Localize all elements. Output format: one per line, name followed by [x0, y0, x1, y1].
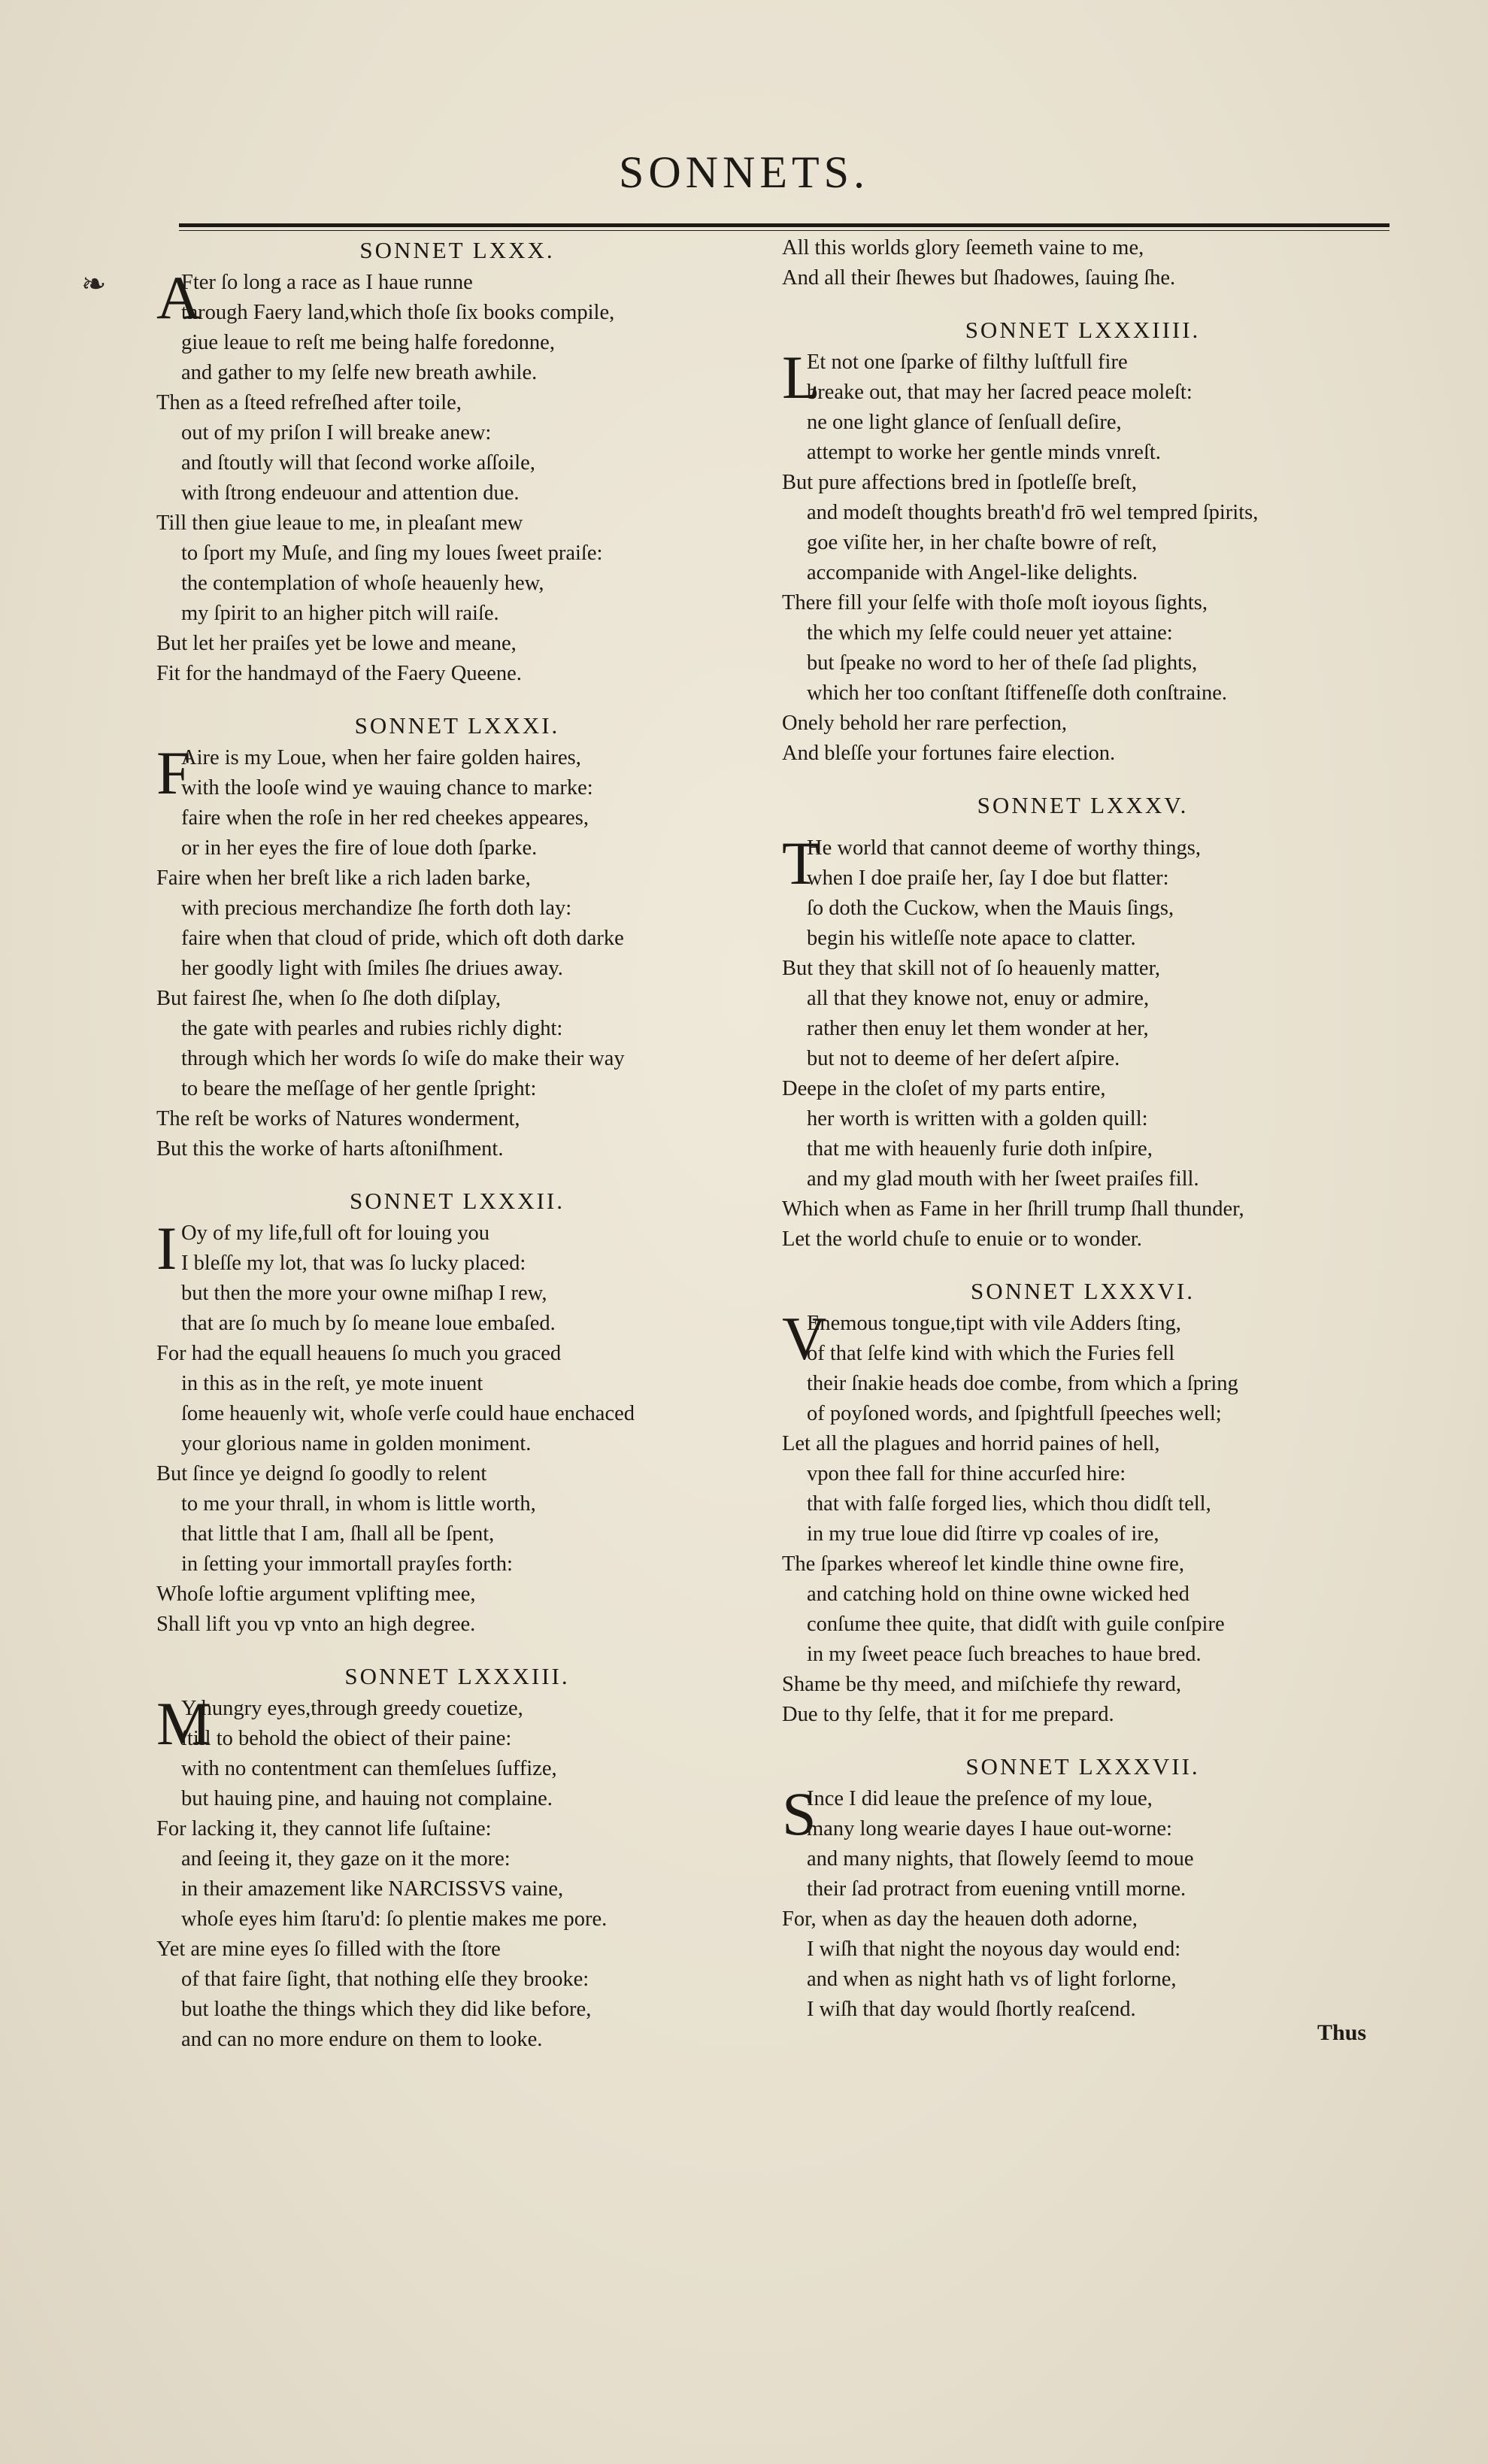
sonnet-line: her worth is written with a golden quill:: [807, 1107, 1148, 1130]
sonnet-line: but hauing pine, and hauing not complaine.: [181, 1787, 553, 1810]
drop-capital: L: [782, 343, 820, 411]
drop-capital: T: [782, 829, 820, 897]
sonnet-line: I wiſh that day would ſhortly reaſcend.: [807, 1998, 1136, 2021]
sonnet-line: your glorious name in golden moniment.: [181, 1432, 532, 1455]
sonnet-line: Onely behold her rare perfection,: [782, 712, 1068, 735]
sonnet-line: and ſtoutly will that ſecond worke aſſoile,: [181, 451, 535, 475]
sonnet-line: But they that skill not of ſo heauenly matter,: [782, 957, 1161, 980]
sonnet-line: my ſpirit to an higher pitch will raiſe.: [181, 602, 499, 625]
sonnet-line: out of my priſon I will breake anew:: [181, 421, 492, 445]
sonnet-line: For had the equall heauens ſo much you graced: [156, 1342, 562, 1365]
sonnet-84: [782, 313, 1383, 769]
sonnet-86: [782, 1274, 1383, 1730]
sonnet-line: F Aire is my Loue, when her faire golden haires,: [156, 739, 581, 807]
drop-capital: A: [156, 263, 202, 332]
sonnet-line: with the looſe wind ye wauing chance to marke:: [181, 776, 593, 800]
left-column: [156, 233, 758, 2055]
drop-capital: V: [782, 1304, 827, 1373]
sonnet-line: to me your thrall, in whom is little worth,: [181, 1492, 536, 1516]
sonnet-line: Yet are mine eyes ſo filled with the ſtore: [156, 1938, 501, 1961]
sonnet-line: with no contentment can themſelues ſuffize,: [181, 1757, 557, 1780]
sonnet-line: ſo doth the Cuckow, when the Mauis ſings,: [807, 897, 1174, 920]
sonnet-line: faire when that cloud of pride, which oft doth darke: [181, 927, 624, 950]
sonnet-line: but loathe the things which they did like before,: [181, 1998, 592, 2021]
sonnet-line: to beare the meſſage of her gentle ſpright:: [181, 1077, 537, 1100]
sonnet-line: Which when as Fame in her ſhrill trump ſhall thunder,: [782, 1197, 1244, 1221]
sonnet-line: The reſt be works of Natures wonderment,: [156, 1107, 520, 1130]
sonnet-heading: SONNET LXXXVI.: [970, 1278, 1196, 1304]
sonnet-heading: SONNET LXXXI.: [354, 712, 560, 739]
drop-capital: F: [156, 739, 191, 807]
sonnet-line: faire when the roſe in her red cheekes appeares,: [181, 806, 589, 830]
sonnet-line: that little that I am, ſhall all be ſpent,: [181, 1522, 495, 1546]
sonnet-line: the gate with pearles and rubies richly dight:: [181, 1017, 563, 1040]
sonnet-line: and catching hold on thine owne wicked hed: [807, 1582, 1189, 1606]
header-rule-thin: [179, 230, 1390, 231]
sonnet-heading: SONNET LXXXV.: [977, 792, 1189, 818]
sonnet-line: V Enemous tongue,tipt with vile Adders ſting,: [782, 1304, 1181, 1373]
sonnet-line: of poyſoned words, and ſpightfull ſpeeches well;: [807, 1402, 1222, 1425]
sonnet-line: and my glad mouth with her ſweet praiſes fill.: [807, 1167, 1199, 1191]
sonnet-line: but ſpeake no word to her of theſe ſad plights,: [807, 651, 1198, 675]
sonnet-line: ſome heauenly wit, whoſe verſe could haue enchaced: [181, 1402, 635, 1425]
sonnet-line: of that faire ſight, that nothing elſe they brooke:: [181, 1968, 589, 1991]
drop-capital: M: [156, 1689, 211, 1758]
sonnet-line: in my ſweet peace ſuch breaches to haue bred.: [807, 1643, 1202, 1666]
sonnet-line: The ſparkes whereof let kindle thine owne fire,: [782, 1552, 1184, 1576]
sonnet-line: and modeſt thoughts breath'd frō wel tempred ſpirits,: [807, 501, 1259, 524]
sonnet-line: Shame be thy meed, and miſchiefe thy reward,: [782, 1673, 1182, 1696]
sonnet-line: of that ſelfe kind with which the Furies fell: [807, 1342, 1175, 1365]
sonnet-line: conſume thee quite, that didſt with guile conſpire: [807, 1613, 1225, 1636]
sonnet-line: I Oy of my life,full oft for louing you: [156, 1214, 490, 1282]
sonnet-line: through Faery land,which thoſe ſix books compile,: [181, 301, 615, 324]
sonnet-line: but not to deeme of her deſert aſpire.: [807, 1047, 1120, 1070]
sonnet-line: and many nights, that ſlowely ſeemd to moue: [807, 1847, 1194, 1871]
sonnet-line: to ſport my Muſe, and ſing my loues ſweet praiſe:: [181, 542, 603, 565]
sonnet-line: giue leaue to reſt me being halfe foredonne,: [181, 331, 555, 354]
sonnet-line: accompanide with Angel-like delights.: [807, 561, 1138, 584]
sonnet-line: And bleſſe your fortunes faire election.: [782, 742, 1116, 765]
sonnet-line: I wiſh that night the noyous day would end:: [807, 1938, 1181, 1961]
right-column: [782, 233, 1383, 2025]
sonnet-line: and can no more endure on them to looke.: [181, 2028, 543, 2051]
sonnet-line: their ſnakie heads doe combe, from which a ſpring: [807, 1372, 1238, 1395]
sonnet-line: T He world that cannot deeme of worthy things,: [782, 829, 1201, 897]
sonnet-line: which her too conſtant ſtiffeneſſe doth conſtraine.: [807, 681, 1228, 705]
sonnet-line: Shall lift you vp vnto an high degree.: [156, 1613, 476, 1636]
sonnet-line: and ſeeing it, they gaze on it the more:: [181, 1847, 511, 1871]
sonnet-line: rather then enuy let them wonder at her,: [807, 1017, 1149, 1040]
fleuron-ornament-icon: ❧: [81, 267, 107, 302]
sonnet-line: vpon thee fall for thine accurſed hire:: [807, 1462, 1126, 1485]
sonnet-line: For, when as day the heauen doth adorne,: [782, 1907, 1138, 1931]
sonnet-heading: SONNET LXXX.: [359, 237, 555, 263]
sonnet-line: and when as night hath vs of light forlorne,: [807, 1968, 1177, 1991]
sonnet-line: in my true loue did ſtirre vp coales of ire,: [807, 1522, 1159, 1546]
sonnet-line: Then as a ſteed refreſhed after toile,: [156, 391, 462, 414]
sonnet-line: I bleſſe my lot, that was ſo lucky placed:: [181, 1252, 526, 1275]
sonnet-heading: SONNET LXXXIIII.: [965, 317, 1201, 343]
sonnet-81: [156, 709, 758, 1164]
sonnet-line: L Et not one ſparke of filthy luſtfull fire: [782, 343, 1128, 411]
sonnet-line: All this worlds glory ſeemeth vaine to me,: [782, 236, 1144, 259]
sonnet-line: that are ſo much by ſo meane loue embaſed.: [181, 1312, 556, 1335]
sonnet-line: all that they knowe not, enuy or admire,: [807, 987, 1150, 1010]
sonnet-line: that with falſe forged lies, which thou didſt tell,: [807, 1492, 1211, 1516]
sonnet-line: that me with heauenly furie doth inſpire,: [807, 1137, 1153, 1161]
sonnet-line: whoſe eyes him ſtaru'd: ſo plentie makes me pore.: [181, 1907, 608, 1931]
sonnet-line: Let the world chuſe to enuie or to wonder.: [782, 1227, 1142, 1251]
sonnet-line: A Fter ſo long a race as I haue runne: [156, 263, 473, 332]
sonnet-line: But fairest ſhe, when ſo ſhe doth diſplay,: [156, 987, 502, 1010]
sonnet-line: But pure affections bred in ſpotleſſe breſt,: [782, 471, 1137, 494]
sonnet-line: and gather to my ſelfe new breath awhile.: [181, 361, 538, 384]
sonnet-heading: SONNET LXXXIII.: [344, 1663, 570, 1689]
sonnet-line: in this as in the reſt, ye mote inuent: [181, 1372, 483, 1395]
sonnet-line: through which her words ſo wiſe do make their way: [181, 1047, 625, 1070]
sonnet-line: Due to thy ſelfe, that it for me prepard.: [782, 1703, 1114, 1726]
sonnet-line: For lacking it, they cannot life ſuſtaine:: [156, 1817, 492, 1840]
sonnet-80: [156, 233, 758, 689]
sonnet-line: in their amazement like NARCISSVS vaine,: [181, 1877, 564, 1901]
sonnet-line: goe viſite her, in her chaſte bowre of reſt,: [807, 531, 1157, 554]
sonnet-line: many long wearie dayes I haue out-worne:: [807, 1817, 1172, 1840]
sonnet-line: Let all the plagues and horrid paines of hell,: [782, 1432, 1160, 1455]
page-title: SONNETS.: [618, 147, 870, 197]
drop-capital: S: [782, 1780, 817, 1848]
sonnet-85: [782, 788, 1383, 1255]
sonnet-line: There fill your ſelfe with thoſe moſt ioyous ſights,: [782, 591, 1208, 614]
catchword: Thus: [1317, 2020, 1367, 2045]
sonnet-line: Deepe in the cloſet of my parts entire,: [782, 1077, 1106, 1100]
sonnet-line: But ſince ye deignd ſo goodly to relent: [156, 1462, 487, 1485]
sonnet-83: [156, 1659, 758, 2055]
sonnet-line: Whoſe loftie argument vplifting mee,: [156, 1582, 476, 1606]
sonnet-line: in ſetting your immortall prayſes forth:: [181, 1552, 513, 1576]
sonnet-line: the which my ſelfe could neuer yet attaine:: [807, 621, 1173, 645]
sonnet-line: Faire when her breſt like a rich laden barke,: [156, 866, 531, 890]
sonnet-line: And all their ſhewes but ſhadowes, ſauing ſhe.: [782, 266, 1176, 290]
sonnet-line: her goodly light with ſmiles ſhe driues away.: [181, 957, 563, 980]
sonnet-line: ſtill to behold the obiect of their paine:: [181, 1727, 512, 1750]
sonnet-heading: SONNET LXXXVII.: [965, 1753, 1200, 1780]
sonnet-line: the contemplation of whoſe heauenly hew,: [181, 572, 544, 595]
sonnet-heading: SONNET LXXXII.: [350, 1188, 565, 1214]
sonnet-line: with ſtrong endeuour and attention due.: [181, 481, 520, 505]
sonnet-line: with precious merchandize ſhe forth doth lay:: [181, 897, 572, 920]
sonnet-line: when I doe praiſe her, ſay I doe but flatter:: [807, 866, 1169, 890]
sonnet-line: M Y hungry eyes,through greedy couetize,: [156, 1689, 523, 1758]
sonnet-line: their ſad protract from euening vntill morne.: [807, 1877, 1186, 1901]
sonnet-line: But this the worke of harts aſtoniſhment.: [156, 1137, 504, 1161]
sonnet-line: Fit for the handmayd of the Faery Queene.: [156, 662, 522, 685]
sonnet-line: attempt to worke her gentle minds vnreſt.: [807, 441, 1161, 464]
header-rule: [179, 223, 1390, 227]
sonnet-line: begin his witleſſe note apace to clatter.: [807, 927, 1136, 950]
sonnet-line: ne one light glance of ſenſuall deſire,: [807, 411, 1122, 434]
sonnet-line: S Ince I did leaue the preſence of my loue,: [782, 1780, 1153, 1848]
sonnet-87: [782, 1749, 1383, 2025]
sonnet-line: or in her eyes the fire of loue doth ſparke.: [181, 836, 538, 860]
sonnet-line: but then the more your owne miſhap I rew,: [181, 1282, 547, 1305]
sonnet-line: breake out, that may her ſacred peace moleſt:: [807, 381, 1193, 404]
sonnet-line: Till then giue leaue to me, in pleaſant mew: [156, 511, 523, 535]
drop-capital: I: [156, 1214, 177, 1282]
sonnet-82: [156, 1184, 758, 1640]
sonnet-line: But let her praiſes yet be lowe and meane,: [156, 632, 517, 655]
